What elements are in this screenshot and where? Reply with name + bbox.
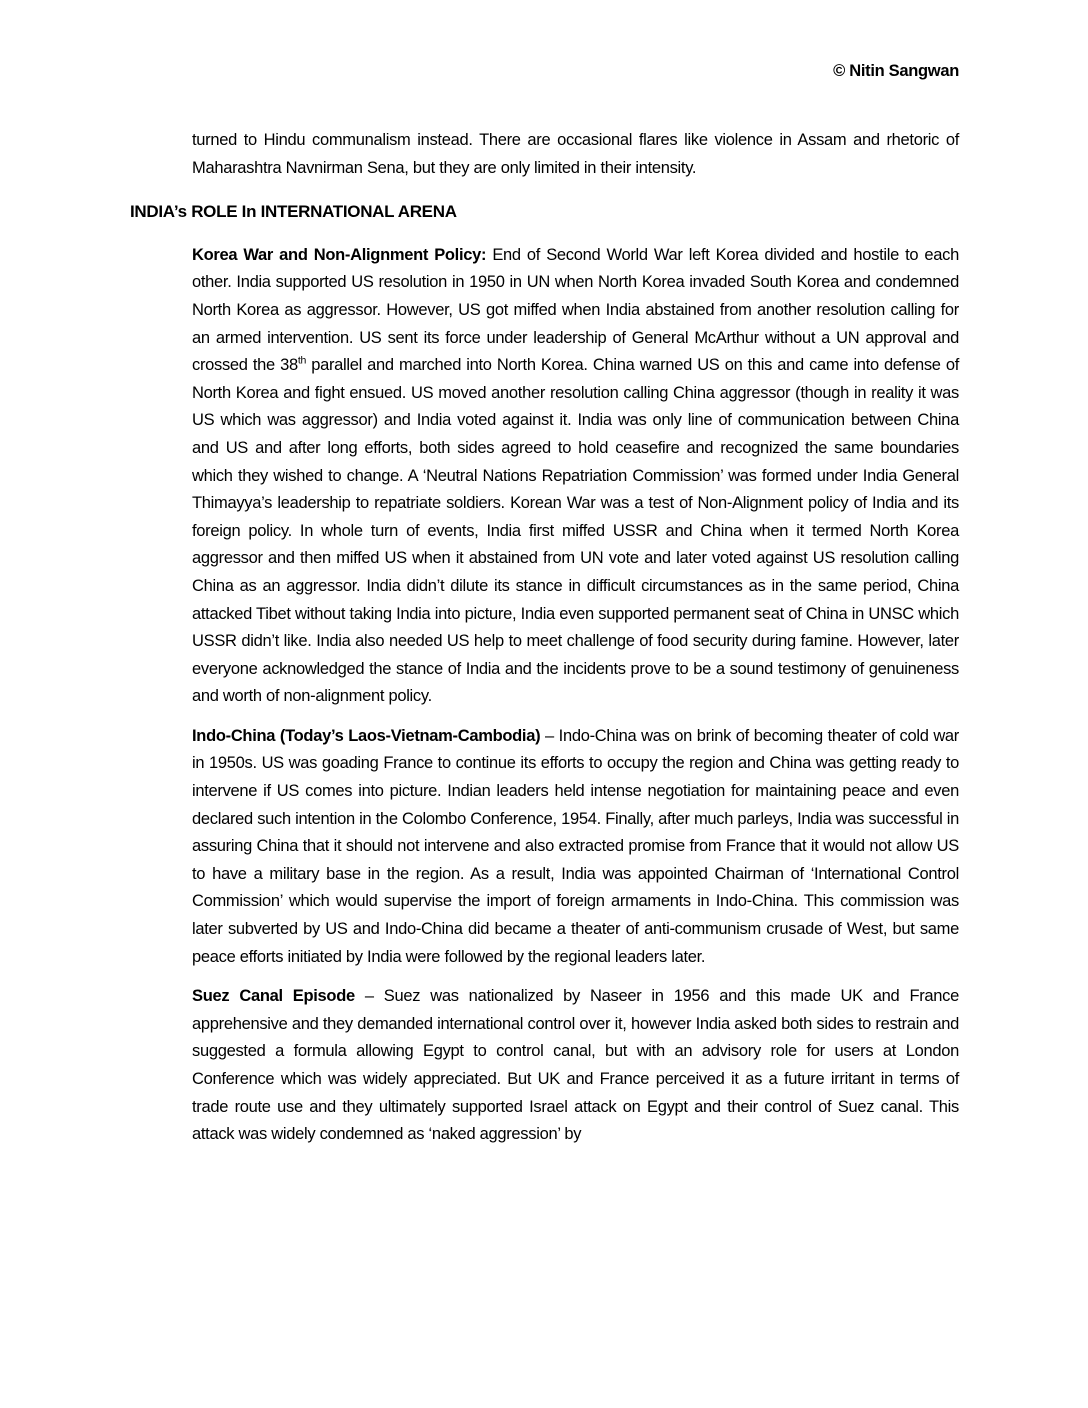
copyright-notice: © Nitin Sangwan — [833, 62, 959, 80]
paragraph-communal-flares: turned to Hindu communalism instead. There are occasional flares like violence in Assam and rhetoric of Maharashtra Navnirman Sena, but they are only limited in their intensity. — [192, 131, 959, 177]
suez-canal-lead: Suez Canal Episode — [192, 987, 355, 1006]
ordinal-superscript: th — [297, 354, 307, 367]
suez-canal-text: – Suez was nationalized by Naseer in 1956 and this made UK and France apprehensive and they demanded international control over it, however India asked both sides to restrain and suggested a formula allowing Egypt to control canal, but with an advisory role for users at London Conference which was widely appreciated. But UK and France perceived it as a future irritant in terms of trade route use and they ultimately supported Israel attack on Egypt and their control of Suez canal. This attack was widely condemned as ‘naked aggression’ by — [192, 987, 960, 1144]
paragraph-suez-canal — [192, 983, 959, 1149]
paragraph-korea-war — [192, 242, 959, 711]
document-body — [130, 127, 960, 1161]
korea-war-text-after-superscript: parallel and marched into North Korea. China warned US on this and came into defense of North Korea and fight ensued. US moved another resolution calling China aggressor (though in reality it was US which was aggressor) and India voted against it. India was only line of communication between China and US and after long efforts, both sides agreed to hold ceasefire and recognized the same boundaries which they wished to change. A ‘Neutral Nations Repatriation Commission’ was formed under India General Thimayya’s leadership to repatriate soldiers. Korean War was a test of Non-Alignment policy of India and its foreign policy. In whole turn of events, India first miffed USSR and China when it termed North Korea aggressor and then miffed US when it abstained from UN vote and later voted against US resolution calling China as an aggressor. India didn’t dilute its stance in difficult circumstances as in the same period, China attacked Tibet without taking India into picture, India even supported permanent seat of China in UNSC which USSR didn’t like. India also needed US help to meet challenge of food security during famine. However, later everyone acknowledged the stance of India and the incidents prove to be a sound testimony of genuineness and worth of non-alignment policy. — [192, 356, 959, 706]
indo-china-text: – Indo-China was on brink of becoming theater of cold war in 1950s. US was goading France to continue its efforts to occupy the region and China was getting ready to intervene if US comes into picture. Indian leaders held intense negotiation for maintaining peace and even declared such intention in the Colombo Conference, 1954. Finally, after much parleys, India was successful in assuring China that it should not intervene and also extracted promise from France that it would not allow US to have a military base in the region. As a result, India was appointed Chairman of ‘International Control Commission’ which would supervise the import of foreign armaments in Indo-China. This commission was later subverted by US and Indo-China did became a theater of anti-communism crusade of West, but same peace efforts initiated by India were followed by the regional leaders later. — [192, 726, 960, 966]
indo-china-lead: Indo-China (Today’s Laos-Vietnam-Cambodia) — [192, 726, 541, 745]
korea-war-lead: Korea War and Non-Alignment Policy: — [192, 245, 487, 264]
paragraph-indo-china — [192, 723, 959, 971]
section-heading: INDIA’s ROLE In INTERNATIONAL ARENA — [130, 202, 457, 222]
korea-war-text-before-superscript: End of Second World War left Korea divided and hostile to each other. India supported US resolution in 1950 in UN when North Korea invaded South Korea and condemned North Korea as aggressor. However, US got miffed when India abstained from another resolution calling for an armed intervention. US sent its force under leadership of General McArthur without a UN approval and crossed the 38 — [192, 245, 959, 375]
